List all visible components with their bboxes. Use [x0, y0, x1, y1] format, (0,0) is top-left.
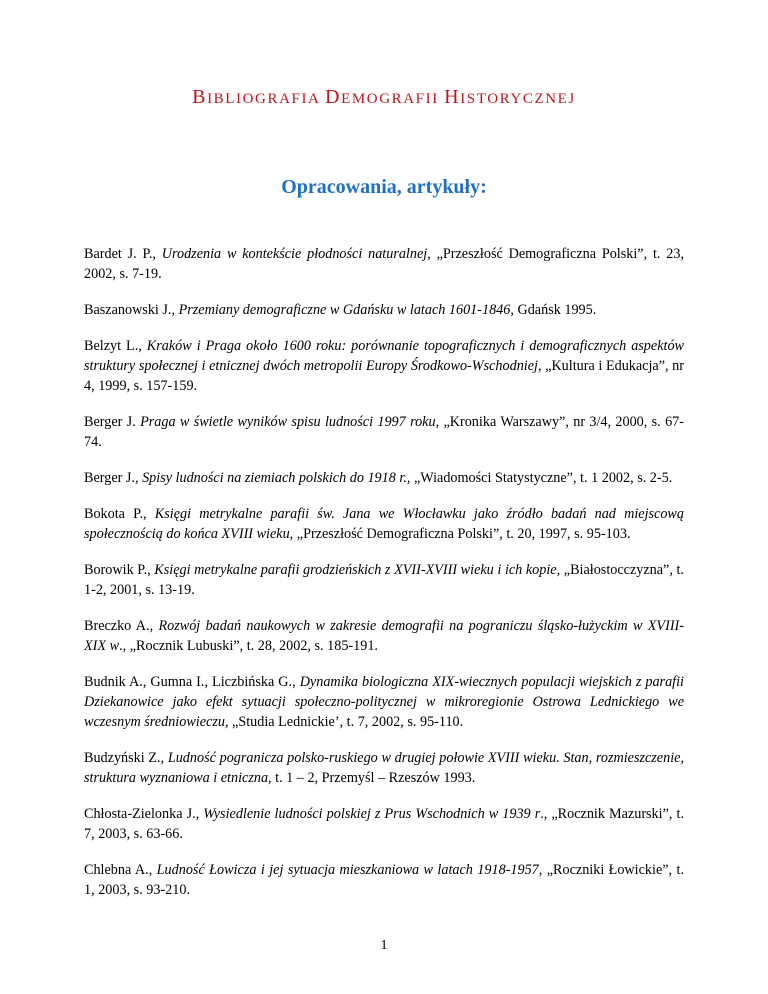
bibliography-entry: [84, 244, 684, 284]
entry-title: Ludność Łowicza i jej sytuacja mieszkaniowa w latach 1918-1957: [156, 862, 539, 878]
entry-title: Rozwój badań naukowych w zakresie demografii na pograniczu śląsko-łużyckim w XVIII-XIX w: [84, 618, 684, 654]
entry-author: Borowik P.,: [84, 562, 155, 578]
bibliography-entry: [84, 748, 684, 788]
page-title: [0, 86, 768, 109]
entry-publication: , „Przeszłość Demograficzna Polski”, t. 23, 2002, s. 7-19.: [84, 246, 685, 282]
entry-author: Breczko A.,: [84, 618, 159, 634]
entry-publication: , „Przeszłość Demograficzna Polski”, t. 20, 1997, s. 95-103.: [289, 526, 631, 542]
bibliography-entry: [84, 468, 684, 488]
entry-author: Bokota P.,: [84, 506, 155, 522]
bibliography-entry: [84, 412, 684, 452]
bibliography-list: [84, 244, 684, 916]
bibliography-entry: [84, 300, 684, 320]
entry-author: Bardet J. P.,: [84, 246, 162, 262]
entry-publication: ., „Rocznik Lubuski”, t. 28, 2002, s. 185-191.: [119, 638, 378, 654]
entry-author: Chłosta-Zielonka J.,: [84, 806, 204, 822]
bibliography-entry: [84, 672, 684, 732]
entry-publication: „Białostocczyzna”, t. 1-2, 2001, s. 13-19.: [84, 562, 684, 598]
title-word-1: BIBLIOGRAFIA: [192, 86, 326, 108]
bibliography-entry: [84, 504, 684, 544]
entry-author: Berger J.,: [84, 470, 143, 486]
entry-title: Wysiedlenie ludności polskiej z Prus Wschodnich w 1939 r: [203, 806, 541, 822]
entry-author: Belzyt L.,: [84, 338, 147, 354]
entry-publication: , „Wiadomości Statystyczne”, t. 1 2002, s. 2-5.: [406, 470, 673, 486]
entry-publication: , „Kronika Warszawy”, nr 3/4, 2000, s. 67-74.: [84, 414, 684, 450]
entry-title: Urodzenia w kontekście płodności naturalnej: [161, 246, 428, 262]
entry-title: Księgi metrykalne parafii grodzieńskich z XVII-XVIII wieku i ich kopie,: [154, 562, 561, 578]
entry-publication: , Gdańsk 1995.: [510, 302, 597, 318]
bibliography-entry: [84, 560, 684, 600]
title-word-3: HISTORYCZNEJ: [444, 86, 576, 108]
bibliography-entry: [84, 860, 684, 900]
section-heading: Opracowania, artykuły:: [281, 176, 487, 198]
entry-title: Spisy ludności na ziemiach polskich do 1918 r.: [142, 470, 407, 486]
entry-publication: , „Studia Lednickie’, t. 7, 2002, s. 95-110.: [224, 714, 464, 730]
entry-publication: ., „Rocznik Mazurski”, t. 7, 2003, s. 63-66.: [84, 806, 684, 842]
entry-author: Budzyński Z.,: [84, 750, 168, 766]
page-number: 1: [380, 938, 388, 953]
entry-publication: , „Kultura i Edukacja”, nr 4, 1999, s. 157-159.: [84, 358, 684, 394]
entry-publication: , t. 1 – 2, Przemyśl – Rzeszów 1993.: [268, 770, 476, 786]
entry-title: Praga w świetle wyników spisu ludności 1997 roku: [140, 414, 436, 430]
entry-title: Ludność pogranicza polsko-ruskiego w drugiej połowie XVIII wieku. Stan, rozmieszczenie, struktura wyznaniowa i etniczna: [84, 750, 684, 786]
entry-title: Księgi metrykalne parafii św. Jana we Włocławku jako źródło badań nad miejscową społecznością do końca XVIII wieku: [84, 506, 684, 542]
bibliography-entry: [84, 616, 684, 656]
entry-author: Budnik A., Gumna I., Liczbińska G.,: [84, 674, 300, 690]
bibliography-entry: [84, 336, 684, 396]
entry-author: Chlebna A.,: [84, 862, 157, 878]
entry-author: Berger J.: [84, 414, 141, 430]
entry-title: Przemiany demograficzne w Gdańsku w latach 1601-1846: [178, 302, 511, 318]
entry-author: Baszanowski J.,: [84, 302, 179, 318]
entry-publication: , „Roczniki Łowickie”, t. 1, 2003, s. 93-210.: [84, 862, 684, 898]
entry-title: Dynamika biologiczna XIX-wiecznych populacji wiejskich z parafii Dziekanowice jako efekt sytuacji społeczno-politycznej w mikroregionie Ostrowa Lednickiego we wczesnym średniowieczu: [84, 674, 684, 730]
title-word-2: DEMOGRAFII: [325, 86, 445, 108]
bibliography-entry: [84, 804, 684, 844]
entry-title: Kraków i Praga około 1600 roku: porównanie topograficznych i demograficznych aspektów struktury społecznej i etnicznej dwóch metropolii Europy Środkowo-Wschodniej: [84, 338, 684, 374]
